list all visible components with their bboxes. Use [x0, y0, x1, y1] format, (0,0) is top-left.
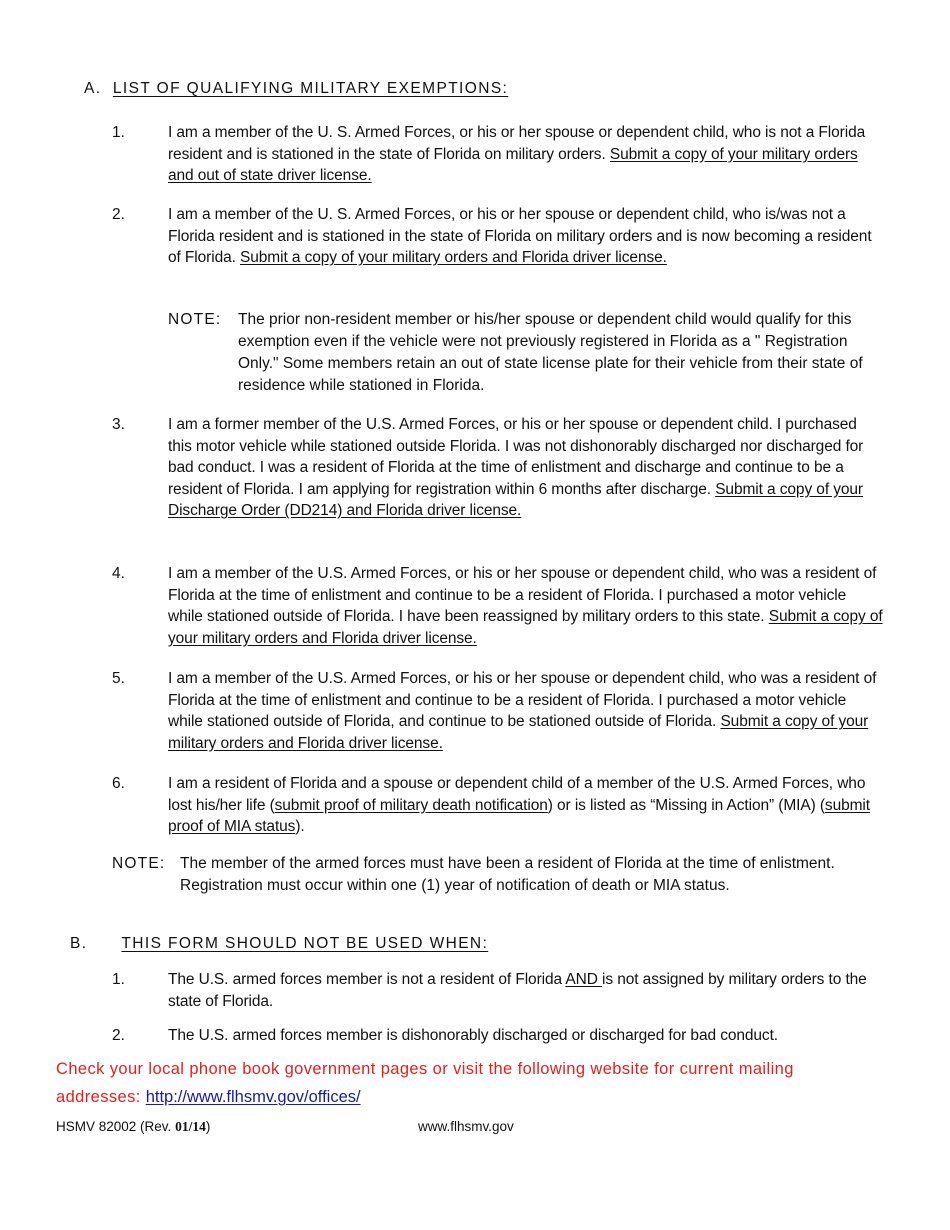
section-b-title: THIS FORM SHOULD NOT BE USED WHEN: [121, 935, 489, 952]
note-label: NOTE: [168, 311, 222, 328]
item-requirement: submit proof of military death notification [274, 796, 548, 814]
exclusion-item-2: The U.S. armed forces member is dishonorably discharged or discharged for bad conduct. [168, 1027, 778, 1044]
item-requirement: submit proof of MIA status [168, 796, 870, 835]
notice-colon: : [135, 1088, 146, 1106]
footer-website: www.flhsmv.gov [418, 1119, 514, 1134]
item-emphasis: AND [565, 971, 603, 988]
note-label: NOTE: [112, 855, 166, 872]
exemption-item-3 [168, 414, 884, 522]
section-b-letter: B. [70, 935, 88, 952]
section-a-title: LIST OF QUALIFYING MILITARY EXEMPTIONS: [112, 80, 509, 97]
item-text: I am a member of the U. S. Armed Forces, or his or her spouse or dependent child, who is/was not a Florida resident and is stationed in the state of Florida on military orders and is now becoming a resident of Florida. [168, 206, 872, 266]
exemption-item-1 [168, 122, 884, 187]
item-requirement: Submit a copy of your military orders and Florida driver license. [168, 608, 883, 647]
note-2-body: The member of the armed forces must have been a resident of Florida at the time of enlistment. Registration must occur within one (1) year of notification of death or MIA status. [180, 855, 835, 894]
item-requirement: Submit a copy of your military orders and out of state driver license. [168, 145, 858, 184]
item-number: 2. [112, 206, 125, 223]
item-text: I am a member of the U.S. Armed Forces, or his or her spouse or dependent child, who was a resident of Florida at the time of enlistment and continue to be a resident of Florida. I purchased a motor vehicle while stationed outside of Florida. I have been reassigned by military orders to this state. [168, 565, 877, 625]
item-text: I am a former member of the U.S. Armed Forces, or his or her spouse or dependent child. I purchased this motor vehicle while stationed outside Florida. I was not dishonorably discharged nor discharged for bad conduct. I was a resident of Florida at the time of enlistment and discharge and continue to be a resident of Florida. I am applying for registration within 6 months after discharge. [168, 416, 864, 498]
form-id-close: ) [205, 1119, 211, 1134]
exemption-item-4 [168, 563, 884, 649]
form-identifier [56, 1118, 210, 1136]
section-a-heading [84, 79, 508, 99]
section-a-letter: A. [84, 80, 102, 97]
item-number: 5. [112, 670, 125, 687]
exemption-item-6 [168, 773, 884, 838]
notice-text: Check your local phone book government pages or visit the following website for current mailing addresses [56, 1060, 794, 1106]
item-text: ). [295, 818, 305, 835]
item-number: 6. [112, 775, 125, 792]
exemption-item-5 [168, 668, 884, 754]
item-text: I am a member of the U.S. Armed Forces, or his or her spouse or dependent child, who was a resident of Florida at the time of enlistment and continue to be a resident of Florida. I purchased a motor vehicle while stationed outside of Florida, and continue to be stationed outside of Florida. [168, 670, 877, 730]
item-requirement: Submit a copy of your military orders and Florida driver license. [240, 249, 667, 266]
item-text: The U.S. armed forces member is not a resident of Florida [168, 971, 566, 988]
exclusion-item-1 [168, 969, 884, 1012]
item-requirement: Submit a copy of your military orders and Florida driver license. [168, 713, 869, 752]
exemption-item-2 [168, 204, 884, 269]
form-revision: 01/14 [175, 1119, 206, 1134]
item-number: 2. [112, 1027, 125, 1044]
item-text: I am a resident of Florida and a spouse or dependent child of a member of the U.S. Armed Forces, who lost his/her life ( [168, 775, 866, 814]
item-text: I am a member of the U. S. Armed Forces, or his or her spouse or dependent child, who is not a Florida resident and is stationed in the state of Florida on military orders. [168, 124, 866, 163]
mailing-address-notice [56, 1055, 836, 1111]
item-number: 1. [112, 124, 125, 141]
item-text: ) or is listed as “Missing in Action” (MIA) ( [547, 796, 825, 814]
item-number: 1. [112, 971, 125, 988]
section-b-heading [70, 934, 488, 954]
item-text: is not assigned by military orders to the state of Florida. [168, 971, 867, 1010]
item-number: 4. [112, 565, 125, 582]
form-id: HSMV 82002 (Rev. [56, 1119, 176, 1134]
note-1-body: The prior non-resident member or his/her spouse or dependent child would qualify for this exemption even if the vehicle were not previously registered in Florida as a " Registration Only." Some members retain an out of state license plate for their vehicle from their state of residence while stationed in Florida. [238, 311, 863, 394]
offices-link[interactable]: http://www.flhsmv.gov/offices/ [145, 1088, 361, 1106]
item-number: 3. [112, 416, 125, 433]
item-requirement: Submit a copy of your Discharge Order (DD214) and Florida driver license. [168, 480, 863, 519]
